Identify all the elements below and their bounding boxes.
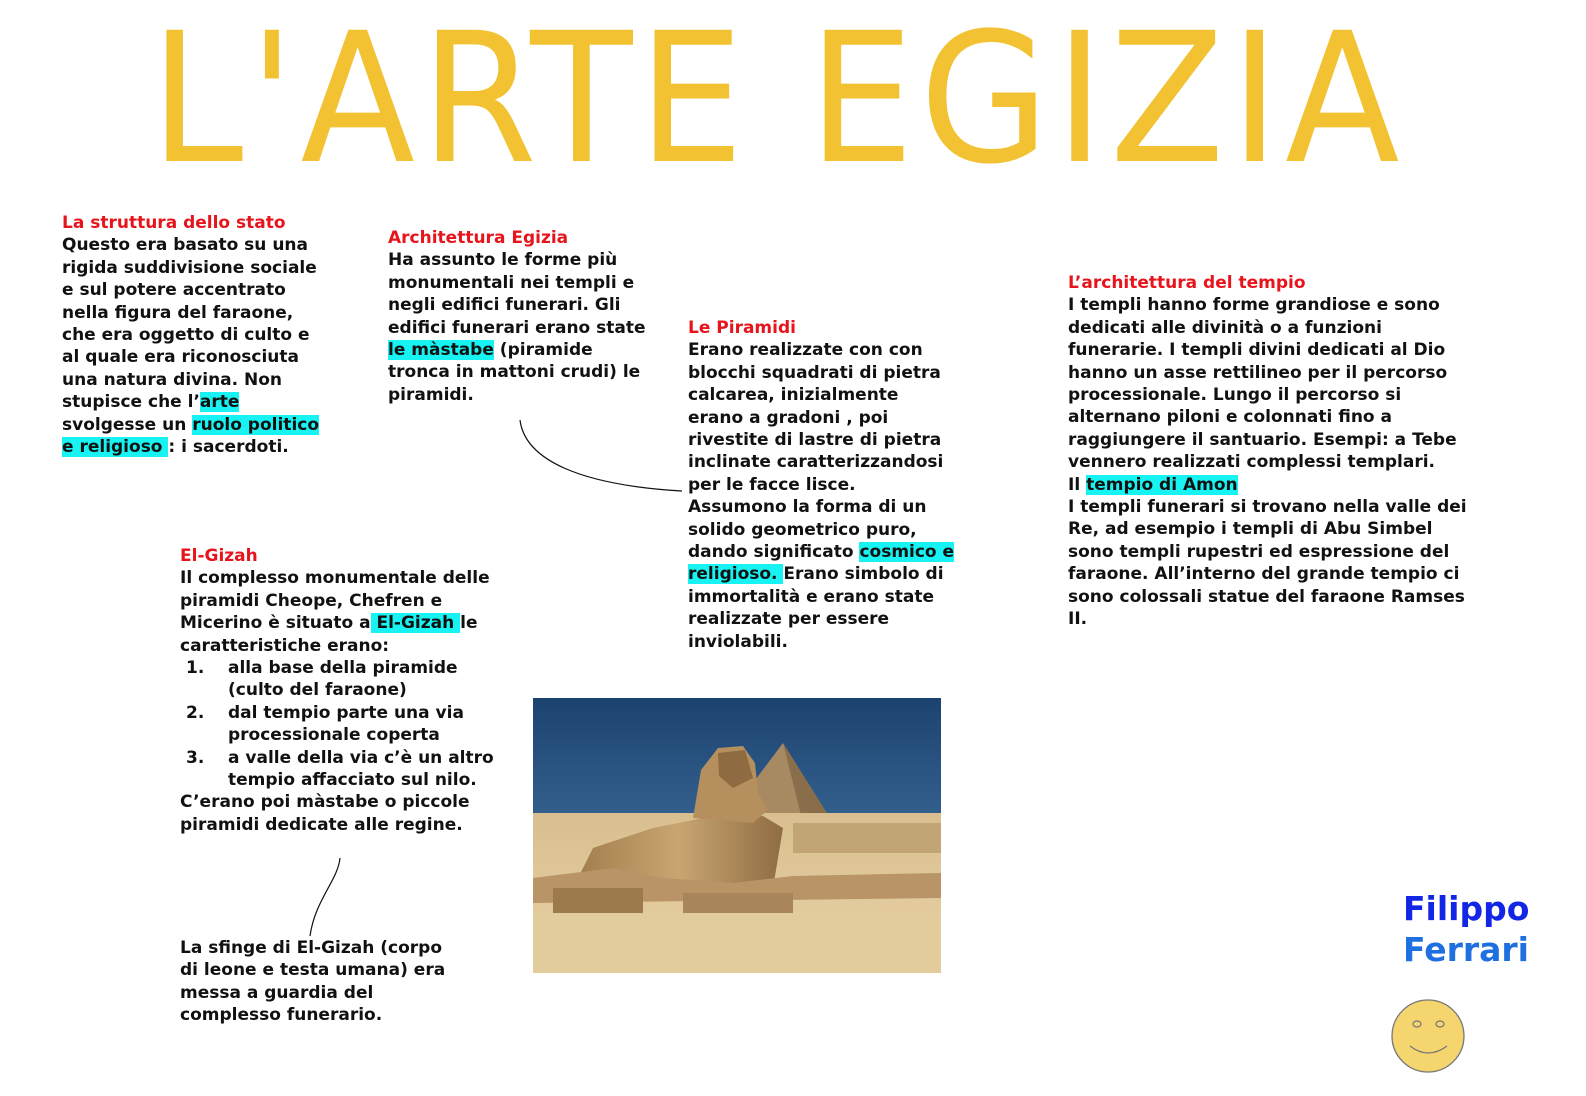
connector-gizah-sfinge bbox=[310, 858, 340, 936]
architettura-highlight: le màstabe bbox=[388, 340, 494, 361]
stato-highlight-arte: arte bbox=[199, 392, 240, 413]
list-item-text: alla base della piramide (culto del faraone) bbox=[228, 658, 458, 701]
gizah-text-2: le caratteristiche erano: bbox=[180, 613, 478, 656]
stato-highlight-ruolo: ruolo politico e religioso bbox=[62, 414, 320, 458]
gizah-body-end: C’erano poi màstabe o piccole piramidi dedicate alle regine. bbox=[180, 792, 470, 835]
author-last-name: Ferrari bbox=[1403, 930, 1529, 969]
list-item-number: 1. bbox=[186, 658, 205, 679]
author-name bbox=[1403, 888, 1529, 970]
list-item-number: 3. bbox=[186, 747, 205, 768]
smiley-icon bbox=[1390, 998, 1470, 1078]
list-item-text: dal tempio parte una via processionale coperta bbox=[228, 702, 464, 746]
gizah-heading: El-Gizah bbox=[180, 546, 258, 566]
tempio-body-3: I templi funerari si trovano nella valle dei Re, ad esempio i templi di Abu Simbel sono templi rupestri ed espressione del faraone. All’interno del grande tempio ci sono colossali statue del faraone Ramses II. bbox=[1068, 497, 1467, 630]
page-title: L'ARTE EGIZIA bbox=[150, 0, 1406, 204]
stato-heading: La struttura dello stato bbox=[62, 213, 286, 233]
architettura-text-1: Ha assunto le forme più monumentali nei templi e negli edifici funerari. Gli edifici funerari erano state bbox=[388, 250, 646, 338]
stato-text-1: Questo era basato su una rigida suddivisione sociale e sul potere accentrato nella figura del faraone, che era oggetto di culto e al quale era riconosciuta una natura divina. Non stupisce che l’ bbox=[62, 235, 317, 413]
piramidi-highlight: cosmico e religioso. bbox=[688, 542, 955, 585]
list-item-text: a valle della via c’è un altro tempio affacciato sul nilo. bbox=[228, 747, 494, 791]
author-first-name: Filippo bbox=[1403, 889, 1530, 928]
architettura-text-2: (piramide tronca in mattoni crudi) le piramidi. bbox=[388, 340, 641, 405]
piramidi-text-2: Erano simbolo di immortalità e erano state realizzate per essere inviolabili. bbox=[688, 564, 944, 652]
gizah-highlight: El-Gizah bbox=[370, 613, 461, 634]
tempio-text-il: Il bbox=[1068, 474, 1087, 495]
tempio-highlight: tempio di Amon bbox=[1086, 474, 1238, 495]
tempio-heading: L’architettura del tempio bbox=[1068, 273, 1306, 293]
list-item-number: 2. bbox=[186, 702, 205, 723]
tempio-body-1: I templi hanno forme grandiose e sono dedicati alle divinità o a funzioni funerarie. I templi divini dedicati al Dio hanno un asse rettilineo per il percorso processionale. Lungo il percorso si alternano piloni e colonnati fino a raggiungere il santuario. Esempi: a Tebe vennero realizzati complessi templari. bbox=[1068, 295, 1457, 473]
piramidi-text-1: Erano realizzate con con blocchi squadrati di pietra calcarea, inizialmente erano a gradoni , poi rivestite di lastre di pietra inclinate caratterizzandosi per le facce lisce. Assumono la forma di un solido geometrico puro, dando significato bbox=[688, 340, 944, 563]
stato-text-3: : i sacerdoti. bbox=[168, 437, 289, 458]
architettura-heading: Architettura Egizia bbox=[388, 228, 569, 248]
connector-architettura-piramidi bbox=[520, 420, 682, 491]
stato-text-2: svolgesse un bbox=[62, 414, 193, 435]
piramidi-heading: Le Piramidi bbox=[688, 318, 796, 338]
gizah-text-1: Il complesso monumentale delle piramidi Cheope, Chefren e Micerino è situato a bbox=[180, 568, 490, 634]
sfinge-caption: La sfinge di El-Gizah (corpo di leone e testa umana) era messa a guardia del complesso funerario. bbox=[180, 938, 446, 1026]
